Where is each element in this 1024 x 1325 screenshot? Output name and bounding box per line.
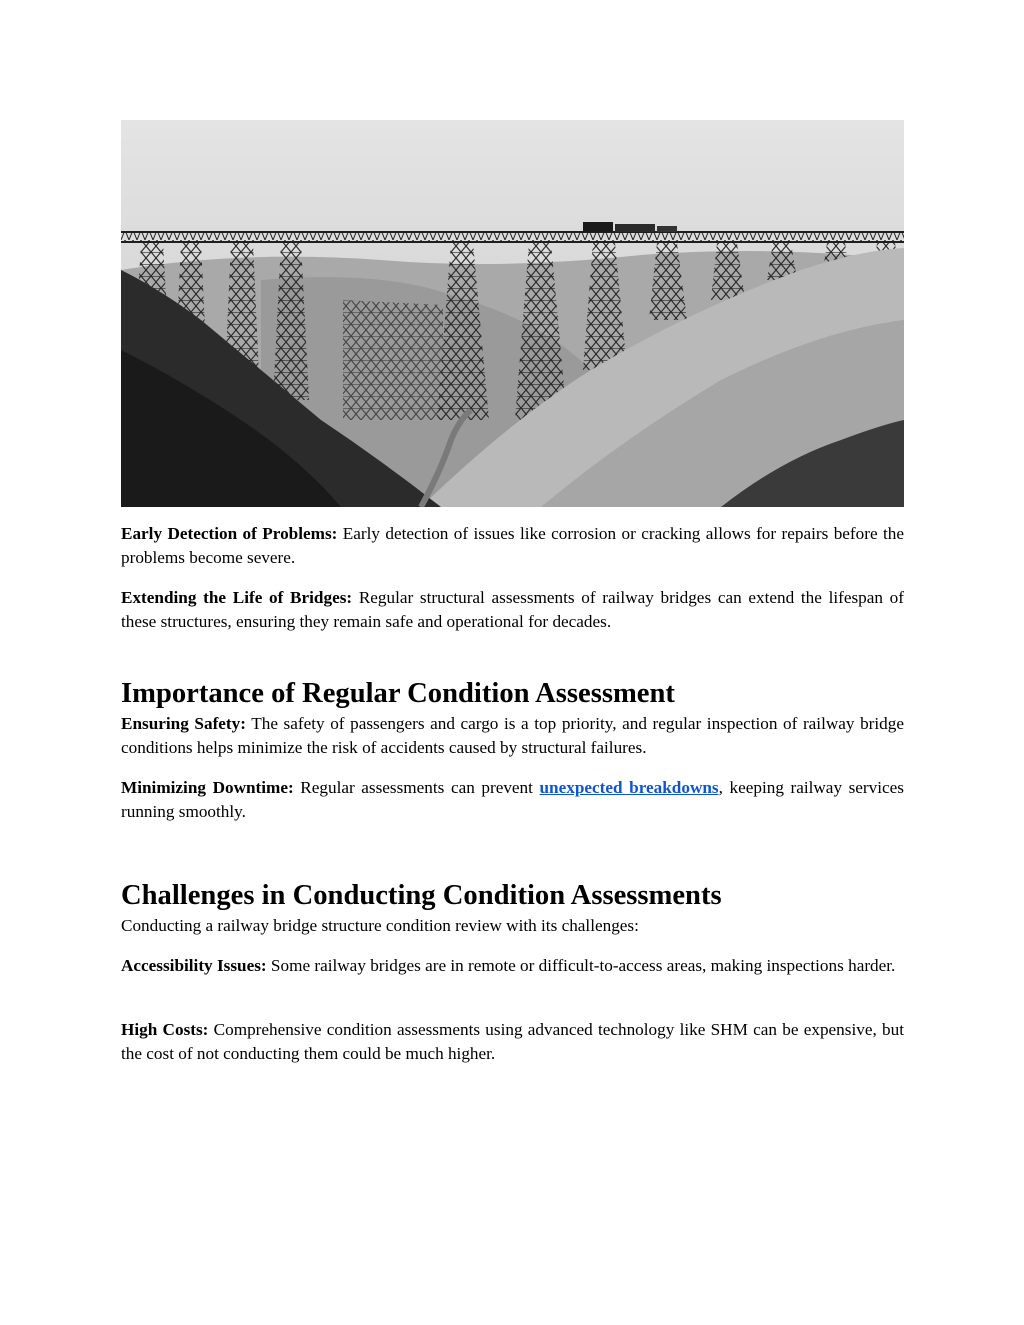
unexpected-breakdowns-link[interactable]: unexpected breakdowns <box>539 778 719 797</box>
paragraph-label: Early Detection of Problems: <box>121 524 338 543</box>
bridge-photo <box>121 120 904 507</box>
paragraph-label: Accessibility Issues: <box>121 956 267 975</box>
trestle-bridge-illustration <box>121 120 904 507</box>
section-heading-challenges: Challenges in Conducting Condition Assessments <box>121 880 722 911</box>
intro-paragraph-extending-life <box>121 586 904 634</box>
paragraph-accessibility-issues <box>121 954 904 978</box>
paragraph-text: The safety of passengers and cargo is a top priority, and regular inspection of railway bridge conditions helps minimize the risk of accidents caused by structural failures. <box>121 714 904 757</box>
paragraph-challenges-intro: Conducting a railway bridge structure condition review with its challenges: <box>121 916 639 935</box>
paragraph-text: Regular assessments can prevent <box>293 778 540 797</box>
paragraph-label: High Costs: <box>121 1020 209 1039</box>
paragraph-text: Early detection of issues like corrosion or cracking allows for repairs before the problems become severe. <box>121 524 904 567</box>
paragraph-text: Regular structural assessments of railway bridges can extend the lifespan of these structures, ensuring they remain safe and operational for decades. <box>121 588 904 631</box>
paragraph-label: Ensuring Safety: <box>121 714 246 733</box>
paragraph-high-costs <box>121 1018 904 1066</box>
paragraph-label: Minimizing Downtime: <box>121 778 294 797</box>
paragraph-text: , keeping railway services running smoothly. <box>121 778 904 821</box>
paragraph-text: Some railway bridges are in remote or difficult-to-access areas, making inspections harder. <box>266 956 896 975</box>
paragraph-minimizing-downtime <box>121 776 904 824</box>
paragraph-text: Comprehensive condition assessments using advanced technology like SHM can be expensive, but the cost of not conducting them could be much higher. <box>121 1020 904 1063</box>
intro-paragraph-early-detection <box>121 522 904 570</box>
section-heading-importance: Importance of Regular Condition Assessment <box>121 678 675 709</box>
paragraph-label: Extending the Life of Bridges: <box>121 588 353 607</box>
paragraph-ensuring-safety <box>121 712 904 760</box>
